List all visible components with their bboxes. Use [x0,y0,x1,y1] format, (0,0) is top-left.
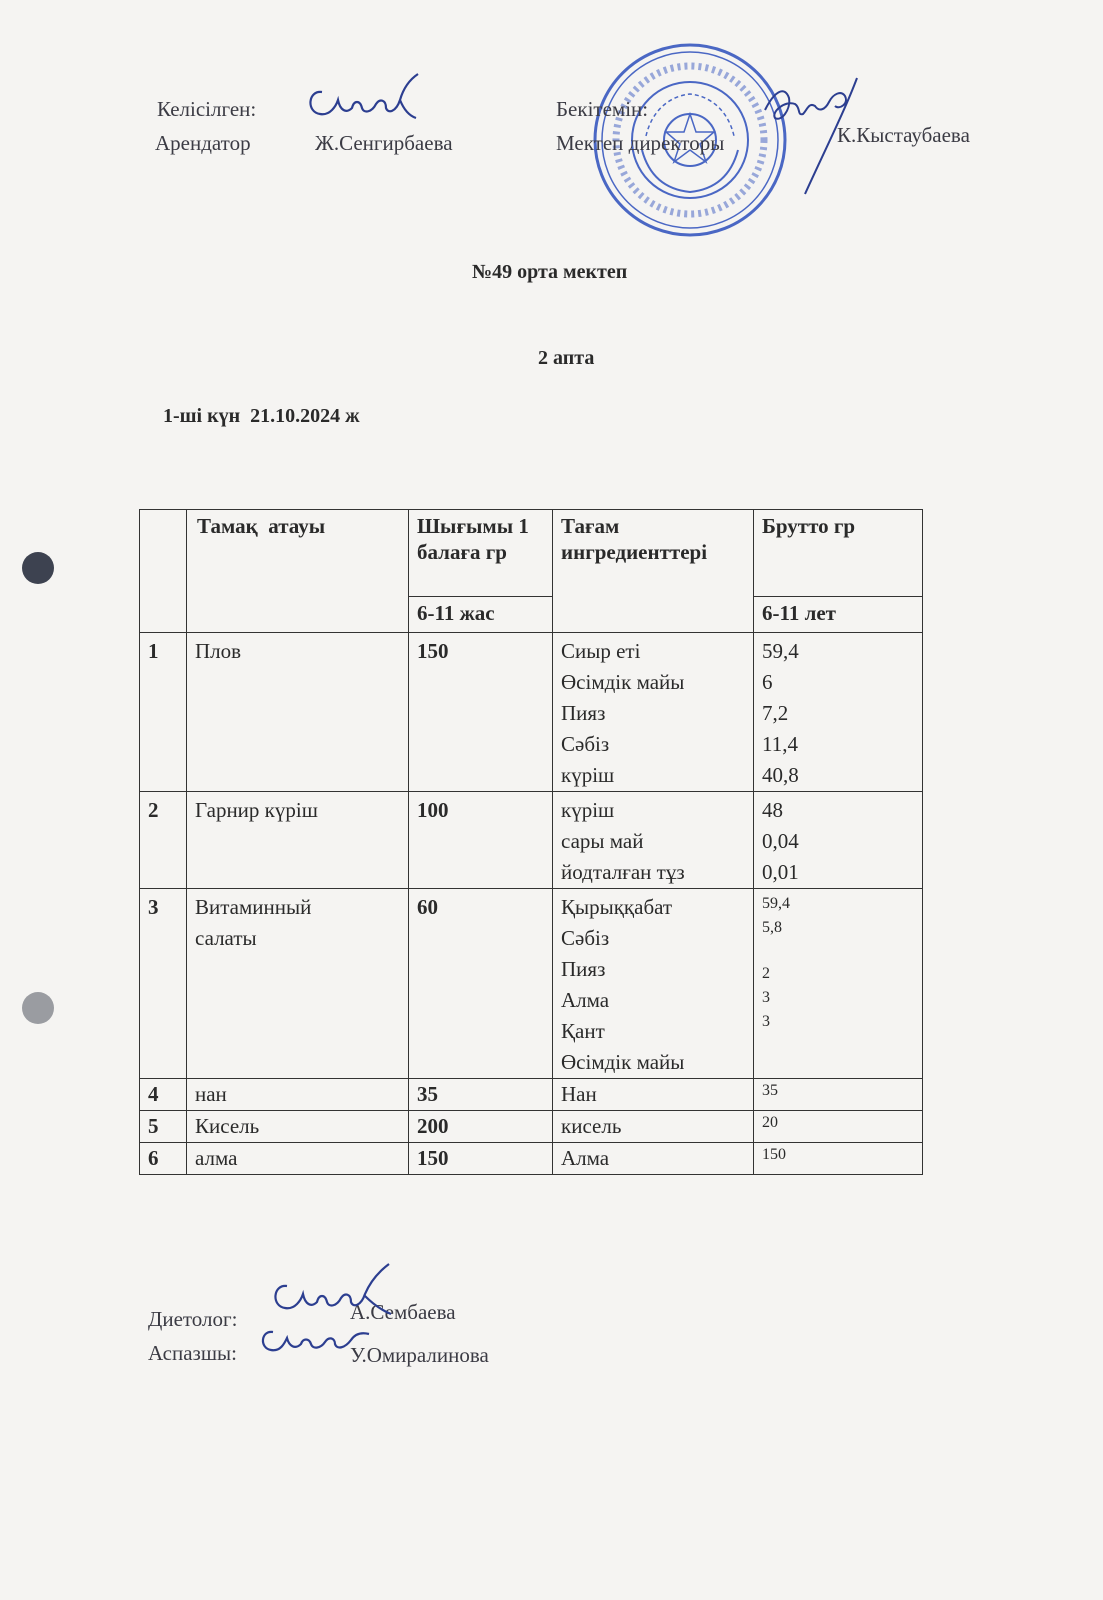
menu-table [139,509,923,1175]
header-ingredients: Тағам ингредиенттері [561,514,708,564]
header-output: Шығымы 1 балаға гр [417,514,529,564]
cook-label: Аспазшы: [148,1341,237,1365]
row-num: 6 [148,1146,159,1170]
brutto-value: 40,8 [762,763,799,787]
row-ingredients [553,633,753,791]
signature-director [745,70,865,200]
week-title: 2 апта [538,347,595,369]
table-row [140,633,923,792]
row-brutto: 35 [762,1082,778,1099]
brutto-value: 6 [762,670,773,694]
brutto-value: 0,04 [762,829,799,853]
ingredient: Алма [561,988,610,1012]
ingredient: Пияз [561,957,606,981]
row-brutto [754,633,922,791]
ingredient: сары май [561,829,644,853]
agreed-label: Келісілген: [157,97,257,121]
brutto-value: 3 [762,1013,770,1030]
table-row [140,1111,923,1143]
brutto-value: 7,2 [762,701,789,725]
row-ingredients [553,792,753,888]
header-age-output: 6-11 жас [417,601,495,625]
ingredient: күріш [561,763,615,787]
approved-name: К.Кыстаубаева [837,123,970,147]
ingredient: Өсімдік майы [561,670,685,694]
row-brutto [754,889,922,1034]
approved-label: Бекітемін: [556,97,649,121]
signature-tenant [300,70,430,130]
table-row [140,1079,923,1111]
row-num: 5 [148,1114,159,1138]
agreed-role: Арендатор [155,131,251,155]
brutto-value: 5,8 [762,919,782,936]
brutto-value: 59,4 [762,895,790,912]
row-num: 4 [148,1082,159,1106]
brutto-value: 0,01 [762,860,799,884]
header-age-brutto: 6-11 лет [762,601,837,625]
signature-cook [255,1318,375,1358]
row-num: 2 [148,798,159,822]
ingredient: Пияз [561,701,606,725]
ingredient: Сиыр еті [561,639,641,663]
table-row [140,1143,923,1175]
header-brutto: Брутто гр [762,514,856,538]
school-title: №49 орта мектеп [472,261,628,283]
row-output: 150 [417,1146,449,1170]
header-dish-cell [187,510,409,633]
row-output: 150 [417,639,449,663]
day-title: 1-ші күн 21.10.2024 ж [163,405,360,427]
ingredient: Сәбіз [561,732,610,756]
agreed-name: Ж.Сенгирбаева [315,131,453,155]
header-age-brutto-cell [754,597,923,633]
row-ingredients [553,889,753,1078]
row-dish: Плов [195,639,242,663]
approved-role: Мектеп директоры [556,131,725,155]
row-brutto [754,792,922,888]
row-dish: Кисель [195,1114,260,1138]
row-brutto: 150 [762,1146,786,1163]
row-output: 35 [417,1082,438,1106]
ingredient: Өсімдік майы [561,1050,685,1074]
header-brutto-cell [754,510,923,597]
dietolog-name: А.Сембаева [350,1300,456,1324]
row-dish: Гарнир күріш [195,798,318,822]
row-ingredient: Алма [561,1146,610,1170]
row-ingredient: Нан [561,1082,597,1106]
row-num: 3 [148,895,159,919]
row-num: 1 [148,639,159,663]
table-row [140,889,923,1079]
row-dish: алма [195,1146,238,1170]
header-num-cell [140,510,187,633]
header-output-cell [409,510,553,597]
ingredient: Сәбіз [561,926,610,950]
ingredient: Қант [561,1019,605,1043]
ingredient: күріш [561,798,615,822]
row-output: 60 [417,895,438,919]
header-dish: Тамақ атауы [197,514,326,538]
row-output: 200 [417,1114,449,1138]
header-age-output-cell [409,597,553,633]
brutto-value: 3 [762,989,770,1006]
punch-hole-top [22,552,54,584]
row-output: 100 [417,798,449,822]
dietolog-label: Диетолог: [148,1307,238,1331]
ingredient: Қырыққабат [561,895,673,919]
row-dish: нан [195,1082,227,1106]
header-ingredients-cell [553,510,754,633]
punch-hole-bottom [22,992,54,1024]
ingredient: йодталған тұз [561,860,685,884]
brutto-value: 48 [762,798,783,822]
brutto-value: 11,4 [762,732,798,756]
cook-name: У.Омиралинова [350,1343,489,1367]
brutto-value: 2 [762,965,770,982]
row-ingredient: кисель [561,1114,622,1138]
brutto-value: 59,4 [762,639,799,663]
row-brutto: 20 [762,1114,778,1131]
table-row [140,792,923,889]
row-dish: Витаминный салаты [195,895,312,950]
